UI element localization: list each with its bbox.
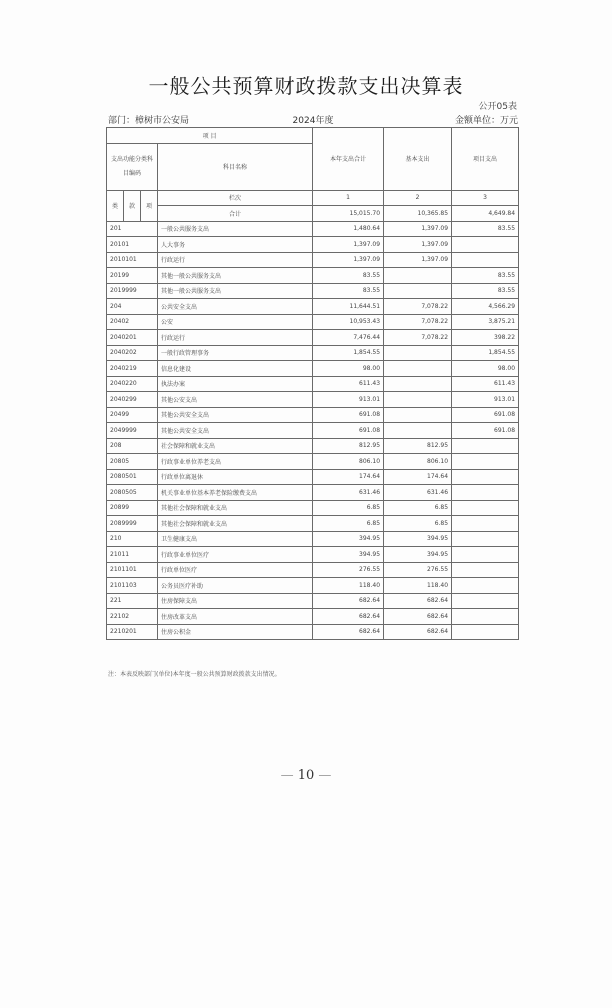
table-row: [107, 469, 519, 485]
row-total: 11,644.51: [313, 299, 384, 315]
row-code: 2210201: [107, 624, 158, 640]
row-basic: 276.55: [384, 562, 452, 578]
row-code: 2040299: [107, 392, 158, 408]
row-code: 2040202: [107, 345, 158, 361]
row-name: 其他社会保障和就业支出: [158, 516, 313, 532]
row-total: 682.64: [313, 593, 384, 609]
row-item: [452, 578, 519, 594]
row-item: [452, 252, 519, 268]
row-total: 1,397.09: [313, 252, 384, 268]
row-total: 682.64: [313, 624, 384, 640]
header-item: 项目支出: [452, 128, 519, 191]
table-row: [107, 268, 519, 284]
row-name: 住房公积金: [158, 624, 313, 640]
fiscal-year: 2024年度: [292, 116, 334, 126]
row-total: 812.95: [313, 438, 384, 454]
row-code: 2010101: [107, 252, 158, 268]
row-name: 人大事务: [158, 237, 313, 253]
table-row: [107, 376, 519, 392]
row-name: 社会保障和就业支出: [158, 438, 313, 454]
table-row: [107, 516, 519, 532]
total-row: [107, 206, 519, 222]
row-total: 394.95: [313, 547, 384, 563]
header-col3: 3: [452, 190, 519, 206]
row-basic: 682.64: [384, 593, 452, 609]
row-code: 204: [107, 299, 158, 315]
row-name: 其他公共安全支出: [158, 407, 313, 423]
header-col2: 2: [384, 190, 452, 206]
row-name: 行政运行: [158, 330, 313, 346]
table-row: [107, 299, 519, 315]
row-code: 2019999: [107, 283, 158, 299]
row-code: 20899: [107, 500, 158, 516]
table-row: [107, 314, 519, 330]
table-row: [107, 578, 519, 594]
row-code: 2080501: [107, 469, 158, 485]
header-col1: 1: [313, 190, 384, 206]
row-code: 2040220: [107, 376, 158, 392]
table-row: [107, 547, 519, 563]
page-dash-right: —: [318, 768, 332, 783]
row-code: 2040219: [107, 361, 158, 377]
row-item: [452, 562, 519, 578]
row-total: 806.10: [313, 454, 384, 470]
row-total: 631.46: [313, 485, 384, 501]
row-item: [452, 500, 519, 516]
row-name: 行政运行: [158, 252, 313, 268]
table-number: 公开05表: [478, 102, 517, 112]
row-basic: [384, 392, 452, 408]
table-row: [107, 593, 519, 609]
row-total: 118.40: [313, 578, 384, 594]
row-basic: 812.95: [384, 438, 452, 454]
header-xiang: 项: [141, 190, 158, 221]
row-basic: 806.10: [384, 454, 452, 470]
row-name: 执法办案: [158, 376, 313, 392]
row-code: 20101: [107, 237, 158, 253]
row-item: [452, 624, 519, 640]
expenditure-table: [106, 127, 519, 640]
row-total: 276.55: [313, 562, 384, 578]
table-note: 注：本表反映部门(单位)本年度一般公共预算财政拨款支出情况。: [108, 671, 281, 678]
row-basic: [384, 376, 452, 392]
row-code: 2080505: [107, 485, 158, 501]
table-row: [107, 624, 519, 640]
row-item: 1,854.55: [452, 345, 519, 361]
total-item: 4,649.84: [452, 206, 519, 222]
row-code: 2040201: [107, 330, 158, 346]
row-basic: [384, 423, 452, 439]
header-column-label: 栏次: [158, 190, 313, 206]
table-row: [107, 562, 519, 578]
header-kuan: 款: [124, 190, 141, 221]
row-basic: 682.64: [384, 609, 452, 625]
row-total: 7,476.44: [313, 330, 384, 346]
row-item: 691.08: [452, 423, 519, 439]
table-row: [107, 423, 519, 439]
row-basic: 1,397.09: [384, 237, 452, 253]
row-total: 98.00: [313, 361, 384, 377]
row-total: 1,397.09: [313, 237, 384, 253]
row-item: [452, 469, 519, 485]
row-code: 20199: [107, 268, 158, 284]
row-code: 2089999: [107, 516, 158, 532]
row-basic: 7,078.22: [384, 314, 452, 330]
table-row: [107, 361, 519, 377]
row-name: 一般公共服务支出: [158, 221, 313, 237]
header-row-project: [107, 128, 519, 144]
row-name: 机关事业单位基本养老保险缴费支出: [158, 485, 313, 501]
row-name: 其他社会保障和就业支出: [158, 500, 313, 516]
table-row: [107, 485, 519, 501]
total-basic: 10,365.85: [384, 206, 452, 222]
row-basic: 6.85: [384, 516, 452, 532]
row-basic: 1,397.09: [384, 221, 452, 237]
row-total: 6.85: [313, 516, 384, 532]
table-row: [107, 531, 519, 547]
row-code: 20402: [107, 314, 158, 330]
row-basic: [384, 345, 452, 361]
amount-unit: 金额单位：万元: [454, 116, 518, 126]
row-item: [452, 593, 519, 609]
row-name: 行政事业单位养老支出: [158, 454, 313, 470]
row-item: 98.00: [452, 361, 519, 377]
row-item: 398.22: [452, 330, 519, 346]
row-item: 3,875.21: [452, 314, 519, 330]
row-name: 住房保障支出: [158, 593, 313, 609]
row-total: 913.01: [313, 392, 384, 408]
row-basic: 631.46: [384, 485, 452, 501]
header-name: 科目名称: [158, 143, 313, 190]
table-row: [107, 609, 519, 625]
table-row: [107, 438, 519, 454]
department-label: 部门：樟树市公安局: [108, 116, 190, 126]
row-total: 611.43: [313, 376, 384, 392]
row-name: 公务员医疗补助: [158, 578, 313, 594]
row-name: 其他一般公共服务支出: [158, 283, 313, 299]
row-name: 其他公共安全支出: [158, 423, 313, 439]
row-item: [452, 485, 519, 501]
row-basic: 174.64: [384, 469, 452, 485]
header-row-column: [107, 190, 519, 206]
page-number-value: 10: [297, 768, 315, 783]
page-number: [0, 768, 612, 783]
row-code: 208: [107, 438, 158, 454]
header-total: 本年支出合计: [313, 128, 384, 191]
row-name: 住房改革支出: [158, 609, 313, 625]
row-code: 2101103: [107, 578, 158, 594]
row-code: 20499: [107, 407, 158, 423]
row-item: 691.08: [452, 407, 519, 423]
row-total: 1,480.64: [313, 221, 384, 237]
row-item: [452, 438, 519, 454]
row-item: 83.55: [452, 221, 519, 237]
row-name: 行政单位医疗: [158, 562, 313, 578]
row-total: 174.64: [313, 469, 384, 485]
row-total: 1,854.55: [313, 345, 384, 361]
header-code-group: 支出功能分类科目编码: [107, 143, 158, 190]
row-basic: 7,078.22: [384, 330, 452, 346]
table-row: [107, 407, 519, 423]
row-basic: [384, 361, 452, 377]
table-row: [107, 345, 519, 361]
row-code: 221: [107, 593, 158, 609]
row-total: 691.08: [313, 407, 384, 423]
row-total: 691.08: [313, 423, 384, 439]
row-basic: 118.40: [384, 578, 452, 594]
row-basic: [384, 283, 452, 299]
row-name: 其他公安支出: [158, 392, 313, 408]
table-row: [107, 454, 519, 470]
row-item: 83.55: [452, 268, 519, 284]
row-name: 信息化建设: [158, 361, 313, 377]
row-code: 2049999: [107, 423, 158, 439]
row-item: [452, 609, 519, 625]
row-item: [452, 516, 519, 532]
row-basic: 1,397.09: [384, 252, 452, 268]
row-code: 20805: [107, 454, 158, 470]
header-basic: 基本支出: [384, 128, 452, 191]
row-name: 其他一般公共服务支出: [158, 268, 313, 284]
row-item: [452, 454, 519, 470]
row-basic: 6.85: [384, 500, 452, 516]
total-value: 15,015.70: [313, 206, 384, 222]
row-basic: [384, 268, 452, 284]
row-name: 行政事业单位医疗: [158, 547, 313, 563]
row-item: 913.01: [452, 392, 519, 408]
row-total: 394.95: [313, 531, 384, 547]
row-name: 一般行政管理事务: [158, 345, 313, 361]
row-code: 22102: [107, 609, 158, 625]
table-row: [107, 237, 519, 253]
row-item: 4,566.29: [452, 299, 519, 315]
table-row: [107, 252, 519, 268]
row-basic: 394.95: [384, 547, 452, 563]
table-row: [107, 500, 519, 516]
header-project: 项 目: [107, 128, 313, 144]
row-code: 210: [107, 531, 158, 547]
row-code: 21011: [107, 547, 158, 563]
row-code: 2101101: [107, 562, 158, 578]
row-total: 83.55: [313, 283, 384, 299]
row-total: 10,953.43: [313, 314, 384, 330]
total-label: 合计: [158, 206, 313, 222]
table-row: [107, 392, 519, 408]
row-item: [452, 531, 519, 547]
row-name: 行政单位离退休: [158, 469, 313, 485]
table-row: [107, 330, 519, 346]
row-total: 83.55: [313, 268, 384, 284]
row-name: 公共安全支出: [158, 299, 313, 315]
row-item: 611.43: [452, 376, 519, 392]
row-basic: 682.64: [384, 624, 452, 640]
row-basic: 7,078.22: [384, 299, 452, 315]
row-code: 201: [107, 221, 158, 237]
table-row: [107, 221, 519, 237]
row-total: 682.64: [313, 609, 384, 625]
table-row: [107, 283, 519, 299]
document-title: 一般公共预算财政拨款支出决算表: [148, 74, 464, 98]
page-dash-left: —: [280, 768, 294, 783]
row-name: 公安: [158, 314, 313, 330]
row-item: 83.55: [452, 283, 519, 299]
row-item: [452, 547, 519, 563]
row-total: 6.85: [313, 500, 384, 516]
row-name: 卫生健康支出: [158, 531, 313, 547]
header-lei: 类: [107, 190, 124, 221]
row-item: [452, 237, 519, 253]
row-basic: 394.95: [384, 531, 452, 547]
row-basic: [384, 407, 452, 423]
